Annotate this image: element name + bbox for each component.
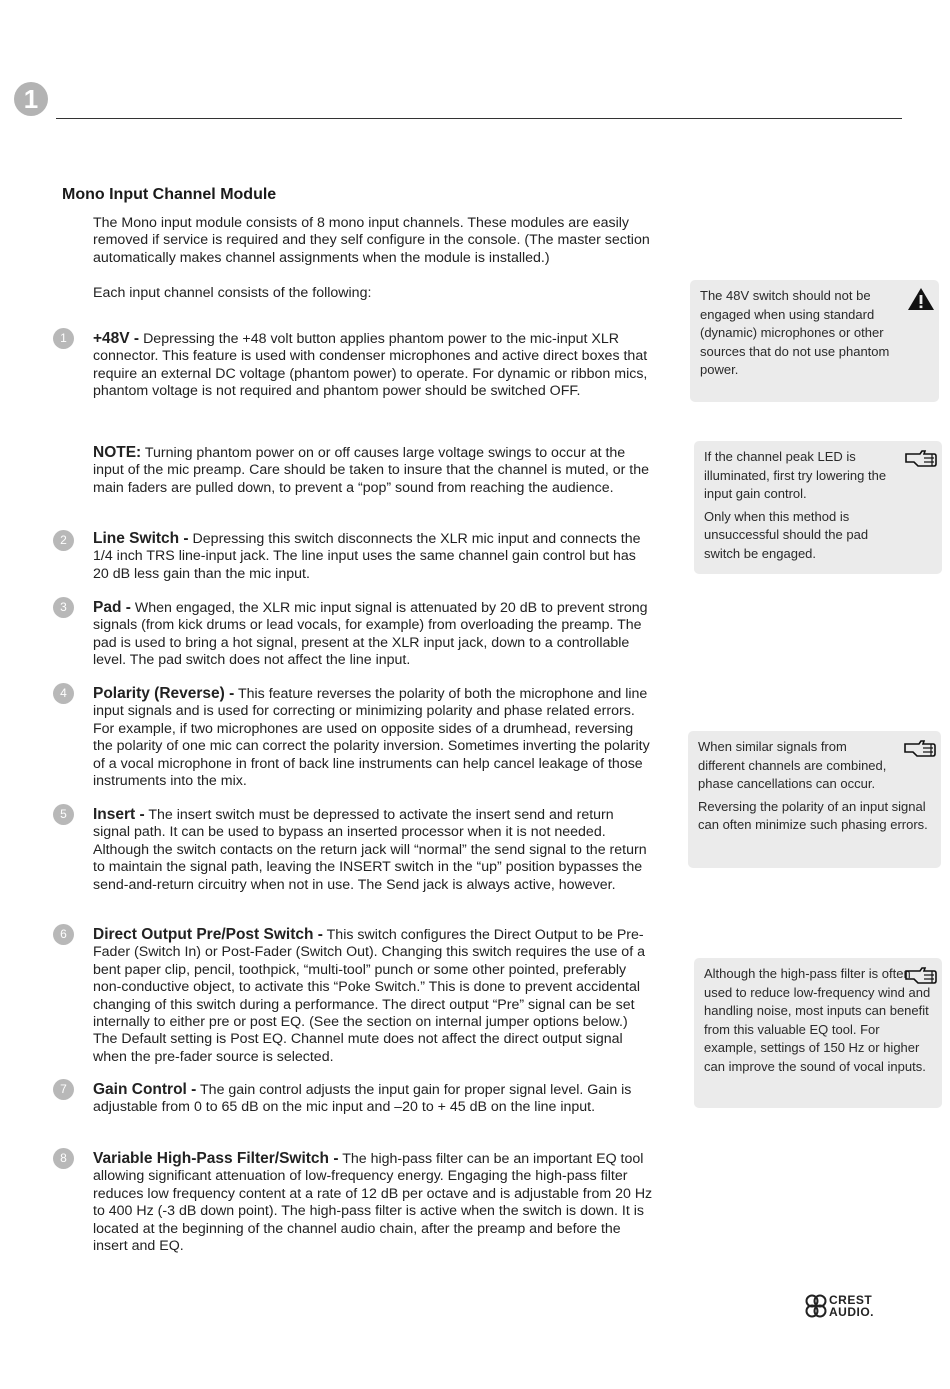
feature-title: Line Switch -	[93, 530, 189, 547]
feature-item	[93, 1150, 653, 1255]
feature-number-badge: 1	[53, 328, 74, 349]
feature-number-badge: 6	[53, 924, 74, 945]
sidebar-text: If the channel peak LED is illuminated, first try lowering the input gain control.	[704, 449, 887, 501]
sidebar-text: Reversing the polarity of an input signal can often minimize such phasing errors.	[698, 798, 928, 832]
feature-body: Depressing the +48 volt button applies phantom power to the mic-input XLR connector. This feature is used with condenser microphones and active direct boxes that require an external DC voltage (phantom power) to operate. For dynamic or ribbon mics, phantom voltage is not required and phantom power should be switched OFF.	[93, 331, 648, 400]
feature-item	[93, 806, 653, 894]
feature-body: The insert switch must be depressed to activate the insert send and return signal path. It can be used to bypass an inserted processor when it is not needed. Although the switch contacts on the return jack will “normal” the send signal to the return to maintain the signal path, leaving the INSERT switch in the “up” position bypasses the send-and-return circuitry when not in use. The Send jack is always active, however.	[93, 807, 647, 893]
feature-body: This switch configures the Direct Output to be Pre-Fader (Switch In) or Post-Fader (Switch Out). Changing this switch requires the use of a bent paper clip, pencil, toothpick, “multi-tool” punch or some other pointed, preferably non-conductive object, to activate this “Poke Switch.” This is done to prevent accidental changing of this switch during a performance. The direct output “Pre” signal can be set internally to either pre or post EQ. (See the section on internal jumper options below.) The Default setting is Post EQ. Channel mute does not affect the direct output signal when the pre-fader source is selected.	[93, 927, 645, 1065]
crest-emblem-icon	[805, 1293, 827, 1319]
feature-title: Insert -	[93, 806, 145, 823]
feature-number-badge: 4	[53, 683, 74, 704]
sidebar-tip-box	[688, 731, 941, 868]
pointing-hand-icon	[903, 738, 937, 764]
feature-number-badge: 8	[53, 1148, 74, 1169]
sidebar-text: When similar signals from different channels are combined, phase cancellations can occur.	[698, 739, 887, 791]
feature-title: Polarity (Reverse) -	[93, 685, 235, 702]
feature-number-badge: 5	[53, 804, 74, 825]
intro-paragraph: The Mono input module consists of 8 mono input channels. These modules are easily removed if service is required and they self configure in the console. (The master section automatically makes channel assignments when the module is installed.)	[93, 215, 650, 266]
feature-title: Pad -	[93, 599, 131, 616]
feature-item	[93, 685, 653, 790]
warning-icon	[907, 287, 935, 317]
logo-word-crest: CREST	[829, 1293, 873, 1307]
pointing-hand-icon	[904, 965, 938, 991]
feature-body: The gain control adjusts the input gain for proper signal level. Gain is adjustable from 0 to 65 dB on the mic input and –20 to + 45 dB on the line input.	[93, 1082, 632, 1116]
feature-item	[93, 1081, 653, 1117]
sidebar-text: The 48V switch should not be engaged when using standard (dynamic) microphones or other sources that do not use phantom power.	[700, 288, 890, 377]
crest-audio-logo	[805, 1293, 903, 1319]
feature-number-badge: 3	[53, 597, 74, 618]
feature-number-badge: 7	[53, 1079, 74, 1100]
feature-item	[93, 599, 653, 670]
chapter-number-badge: 1	[14, 82, 48, 116]
feature-item	[93, 530, 653, 583]
feature-body: When engaged, the XLR mic input signal is attenuated by 20 dB to prevent strong signals (from kick drums or lead vocals, for example) from overloading the preamp. The pad is used to bring a hot signal, present at the XLR input jack, down to a controllable level. The pad switch does not affect the line input.	[93, 600, 648, 669]
sidebar-tip-box	[694, 441, 942, 574]
feature-body: This feature reverses the polarity of both the microphone and line input signals and is used for correcting or minimizing polarity and phase related errors. For example, if two microphones are used on opposite sides of a drumhead, reversing the polarity of one mic can correct the polarity inversion. Sometimes inverting the polarity of a vocal microphone in front of back line instruments can help cancel leakage of those instruments into the mix.	[93, 686, 650, 790]
feature-title: +48V -	[93, 330, 140, 347]
feature-title: Direct Output Pre/Post Switch -	[93, 926, 323, 943]
feature-title: Gain Control -	[93, 1081, 197, 1098]
feature-body: Depressing this switch disconnects the XLR mic input and connects the 1/4 inch TRS line-input jack. The line input uses the same channel gain control but has 20 dB less gain than the mic input.	[93, 531, 641, 582]
note-body: Turning phantom power on or off causes large voltage swings to occur at the input of the mic preamp. Care should be taken to insure that the channel is muted, or the main faders are pulled down, to prevent a “pop” sound from reaching the audience.	[93, 445, 650, 496]
logo-word-audio: AUDIO.	[829, 1305, 874, 1319]
header-rule	[56, 118, 902, 119]
feature-body: The high-pass filter can be an important EQ tool allowing significant attenuation of low-frequency energy. Engaging the high-pass filter reduces low frequency content at a rate of 12 dB per octave and is adjustable from 20 Hz to 400 Hz (-3 dB down point). The high-pass filter is active when the switch is down. It is located at the beginning of the channel audio chain, after the preamp and before the insert and EQ.	[93, 1151, 653, 1255]
note-label: NOTE:	[93, 444, 142, 461]
sidebar-text: Although the high-pass filter is often used to reduce low-frequency wind and handling noise, most inputs can benefit from this valuable EQ tool. For example, settings of 150 Hz or higher can improve the sound of vocal inputs.	[704, 966, 931, 1074]
sidebar-text: Only when this method is unsuccessful should the pad switch be engaged.	[704, 508, 869, 561]
note-paragraph	[93, 444, 653, 497]
feature-item	[93, 926, 653, 1066]
sidebar-tip-box	[694, 958, 942, 1108]
pointing-hand-icon	[904, 448, 938, 474]
feature-item	[93, 330, 653, 401]
section-title: Mono Input Channel Module	[62, 186, 277, 203]
lead-in-paragraph: Each input channel consists of the following:	[93, 285, 372, 301]
sidebar-warning-box	[690, 280, 939, 402]
feature-number-badge: 2	[53, 530, 74, 551]
feature-title: Variable High-Pass Filter/Switch -	[93, 1150, 339, 1167]
